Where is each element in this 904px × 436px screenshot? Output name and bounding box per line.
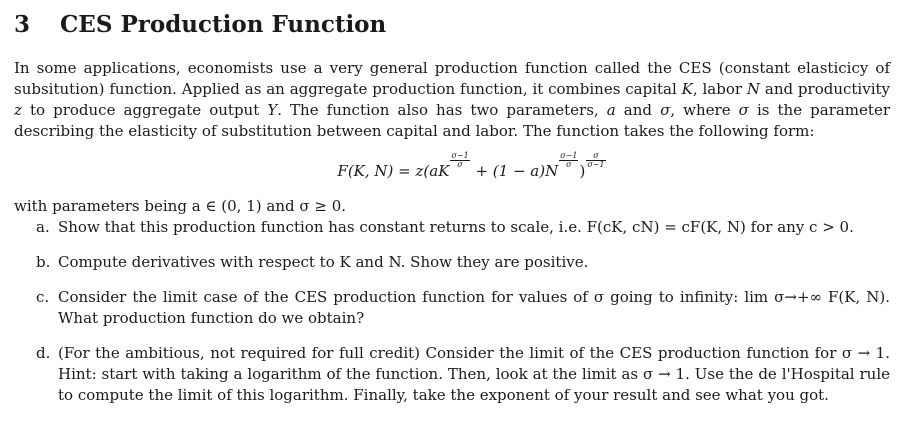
exponent-1-denominator: σ [457,160,463,169]
intro-text-1: In some applications, economists use a very general production function called the CES (constant elasticicy of subsitution) function. Applied as an aggregate production function, it combines capital [14,59,890,98]
intro-text-6: and [615,101,661,119]
equation-middle: + (1 − a)N [470,162,559,180]
var-sigma: σ [660,101,671,119]
var-sigma-2: σ [738,101,749,119]
exponent-1 [450,152,469,169]
question-item-d [36,343,890,406]
question-marker: a. [36,218,50,236]
question-item-a [36,217,890,238]
equation-close: ) [579,162,586,180]
question-list [14,217,890,406]
exponent-3-numerator: σ [586,152,605,161]
exponent-2-numerator: σ−1 [560,151,578,160]
intro-text-4: to produce aggregate output [21,101,268,119]
question-item-c [36,287,890,329]
intro-text-3: and productivity [760,80,890,98]
question-text: Compute derivatives with respect to K and N. Show they are positive. [58,253,589,271]
question-marker: d. [36,344,51,362]
question-text: Consider the limit case of the CES production function for values of σ going to infinity: lim σ→+∞ F(K, N). What production function do we obtain? [58,288,890,327]
var-z: z [14,101,22,119]
var-K: K [681,80,693,98]
equation-lhs: F(K, N) = z(aK [337,162,450,180]
question-text: (For the ambitious, not required for full credit) Consider the limit of the CES production function for σ → 1. Hint: start with taking a logarithm of the function. Then, look at the limit as σ → 1. Use the de l'Hospital rule to compute the limit of this logarithm. Finally, take the exponent of your result and see what you got. [58,344,890,404]
exponent-3-denominator: σ−1 [587,160,605,169]
exponent-2 [559,152,578,169]
question-item-b [36,252,890,273]
question-marker: b. [36,253,51,271]
var-N: N [746,80,761,98]
section-number: 3 [14,11,31,38]
section-heading [14,10,890,40]
document-page [14,10,890,420]
exponent-3 [586,152,605,169]
intro-text-7: , where [670,101,739,119]
question-text: Show that this production function has constant returns to scale, i.e. F(cK, cN) = cF(K, N) for any c > 0. [58,218,854,236]
ces-equation [14,152,890,182]
question-marker: c. [36,288,50,306]
exponent-1-numerator: σ−1 [451,151,469,160]
intro-paragraph [14,58,890,142]
section-title: CES Production Function [60,11,387,38]
parameters-line: with parameters being a ∈ (0, 1) and σ ≥ 0. [14,197,347,215]
intro-text-8: is the parameter describing the elasticity of substitution between capital and labor. The function takes the following form: [14,101,890,140]
var-a: a [606,101,616,119]
exponent-2-denominator: σ [566,160,572,169]
var-Y: Y [267,101,278,119]
intro-text-5: . The function also has two parameters, [277,101,607,119]
intro-text-2: , labor [692,80,747,98]
